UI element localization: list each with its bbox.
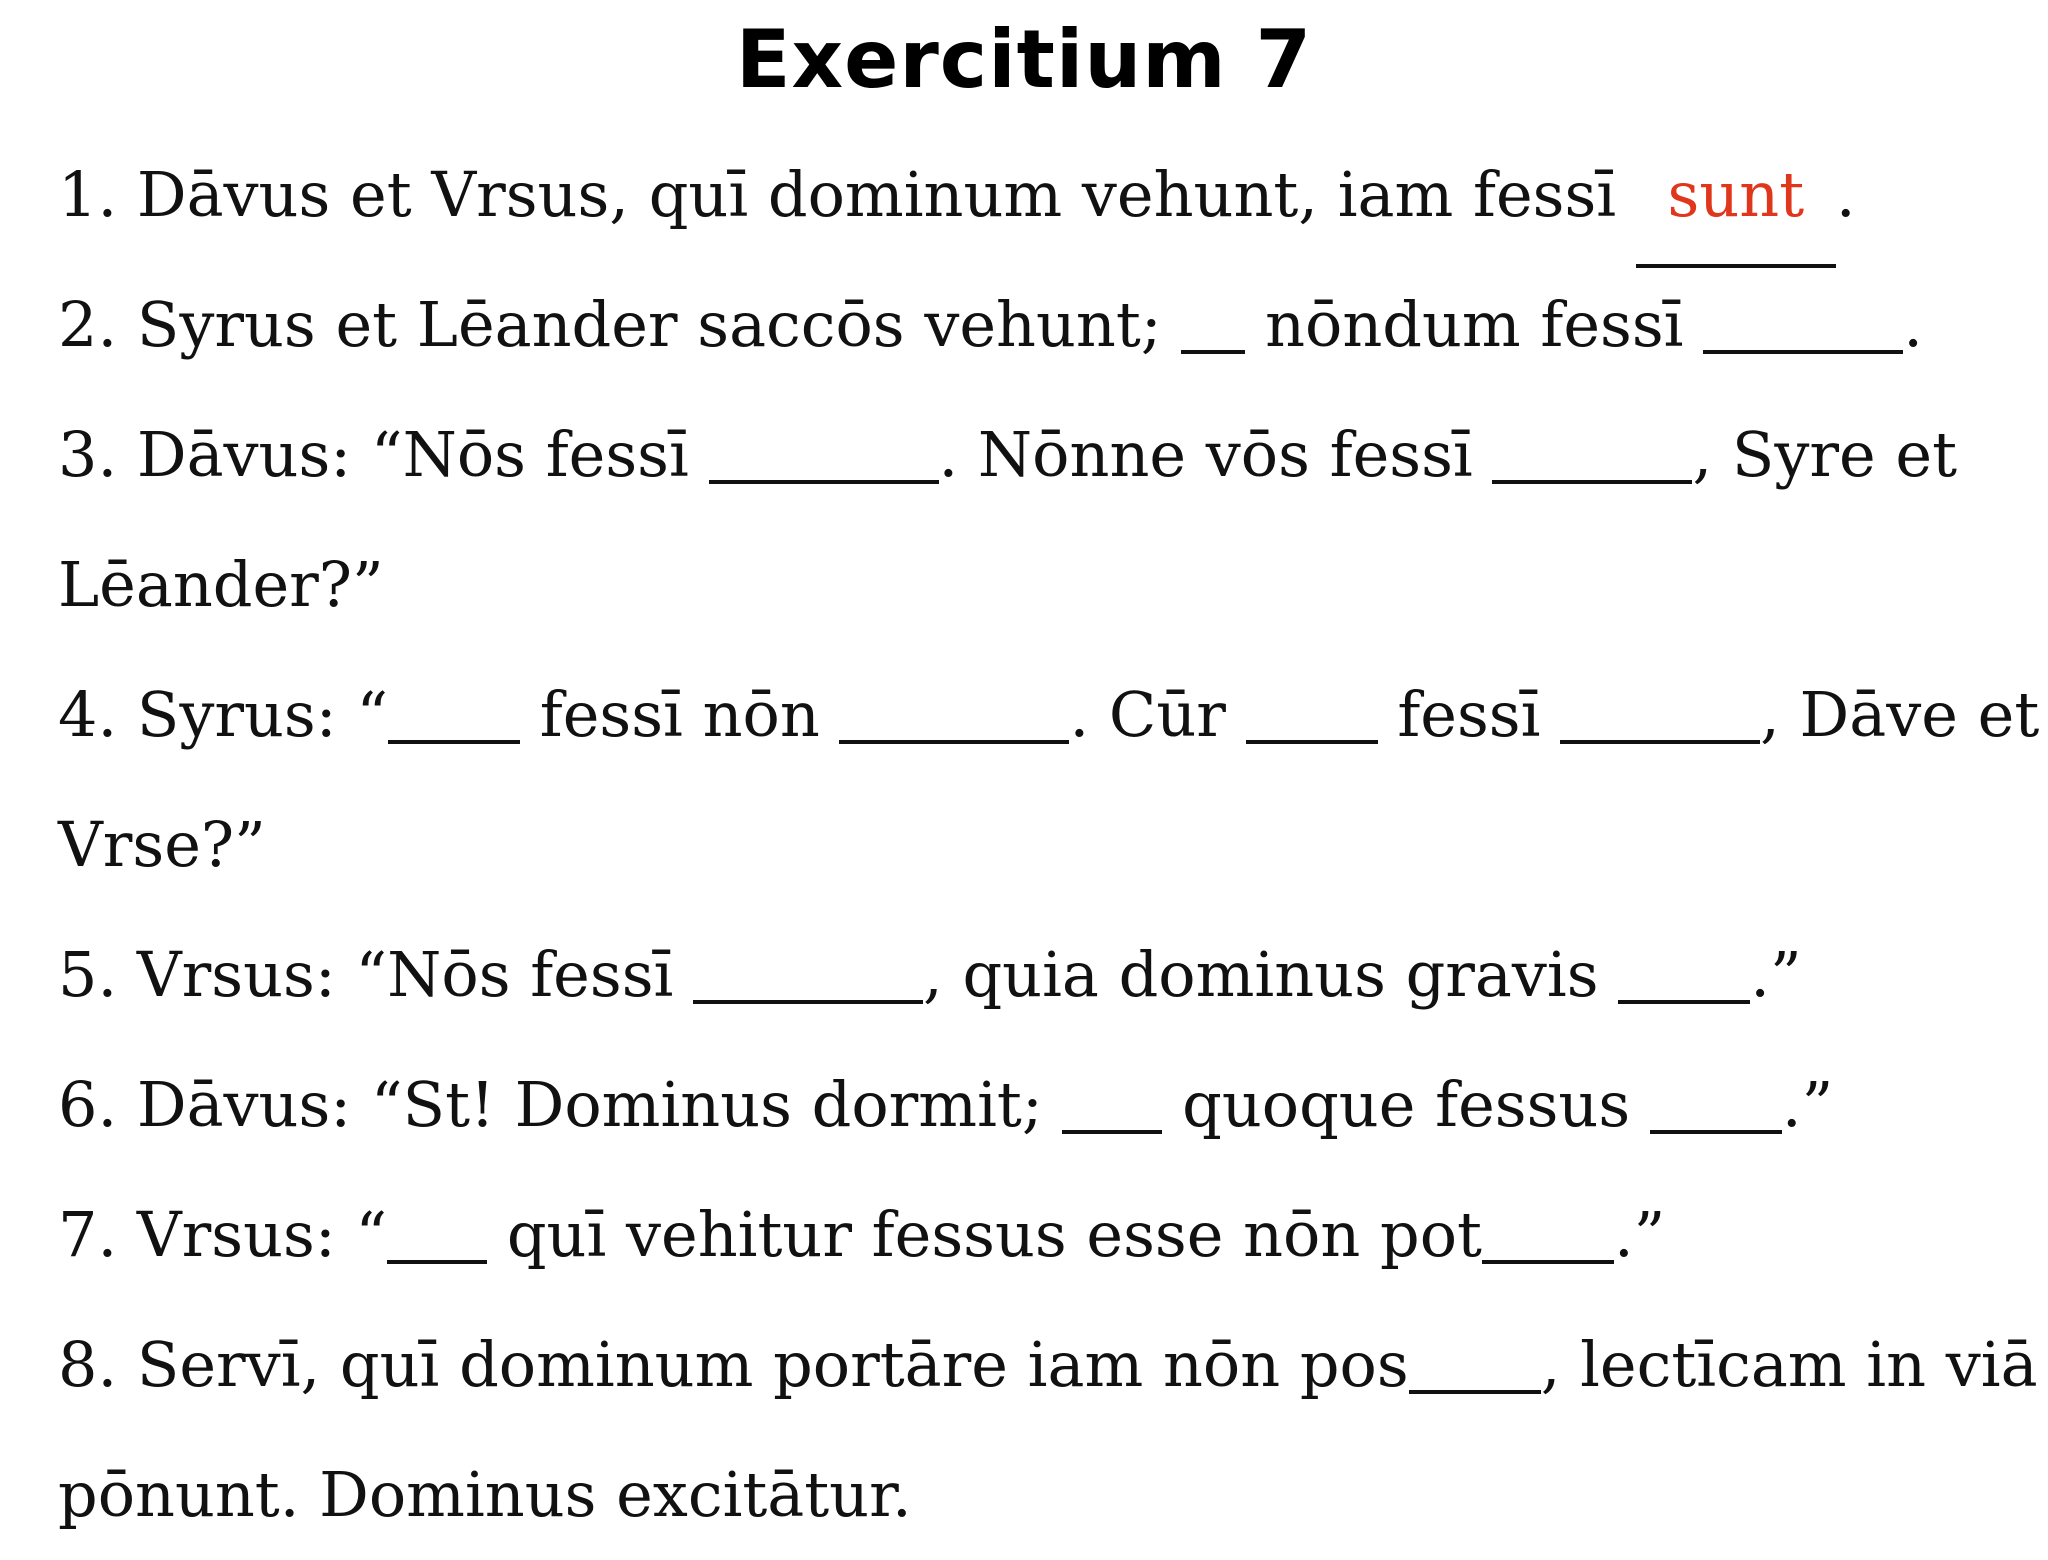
item-5-text: 5. Vrsus: “Nōs fessī xyxy=(58,938,694,1011)
item-1-blank-filled[interactable] xyxy=(1636,130,1836,260)
exercise-item-8 xyxy=(58,1300,2038,1430)
item-8-text: 8. Servī, quī dominum portāre iam nōn pos xyxy=(58,1328,1409,1401)
item-6-text-end: .” xyxy=(1781,1068,1834,1141)
item-5-text-mid: , quia dominus gravis xyxy=(923,938,1619,1011)
exercise-item-6 xyxy=(58,1040,2008,1170)
item-3-text-end: , Syre et xyxy=(1692,418,1958,491)
exercise-item-4 xyxy=(58,650,2040,780)
item-8-text-mid: , lectīcam in viā xyxy=(1540,1328,2038,1401)
item-4-text-mid-1: fessī nōn xyxy=(520,678,840,751)
item-4-text-end: , Dāve et xyxy=(1760,678,2040,751)
item-7-text: 7. Vrsus: “ xyxy=(58,1198,388,1271)
item-8-text-wrap: pōnunt. Dominus excitātur. xyxy=(58,1458,912,1531)
exercise-item-2 xyxy=(58,260,2008,390)
item-6-text-mid: quoque fessus xyxy=(1162,1068,1650,1141)
item-2-text-mid: nōndum fessī xyxy=(1245,288,1704,361)
exercise-title: Exercitium 7 xyxy=(735,13,1313,106)
item-7-text-end: .” xyxy=(1613,1198,1666,1271)
item-4-text-mid-3: fessī xyxy=(1377,678,1561,751)
item-1-answer: sunt xyxy=(1667,158,1805,231)
item-4-text-mid-2: . Cūr xyxy=(1069,678,1246,751)
exercise-item-3-continued xyxy=(58,520,2008,650)
item-6-text: 6. Dāvus: “St! Dominus dormit; xyxy=(58,1068,1063,1141)
exercise-item-7 xyxy=(58,1170,2008,1300)
exercise-item-3 xyxy=(58,390,2008,520)
item-3-text: 3. Dāvus: “Nōs fessī xyxy=(58,418,709,491)
item-2-text: 2. Syrus et Lēander saccōs vehunt; xyxy=(58,288,1182,361)
item-2-text-end: . xyxy=(1903,288,1923,361)
exercise-item-4-continued xyxy=(58,780,2008,910)
item-4-text: 4. Syrus: “ xyxy=(58,678,389,751)
item-1-text: 1. Dāvus et Vrsus, quī dominum vehunt, iam fessī xyxy=(58,158,1636,231)
item-3-text-wrap: Lēander?” xyxy=(58,548,384,621)
exercise-list xyxy=(58,130,2040,1560)
exercise-item-1 xyxy=(58,130,2008,260)
item-3-text-mid: . Nōnne vōs fessī xyxy=(938,418,1493,491)
item-5-text-end: .” xyxy=(1750,938,1802,1011)
item-7-text-mid: quī vehitur fessus esse nōn pot xyxy=(487,1198,1482,1271)
exercise-item-8-continued xyxy=(58,1430,2008,1560)
item-4-text-wrap: Vrse?” xyxy=(58,808,266,881)
item-1-text-end: . xyxy=(1835,158,1856,231)
exercise-item-5 xyxy=(58,910,2008,1040)
